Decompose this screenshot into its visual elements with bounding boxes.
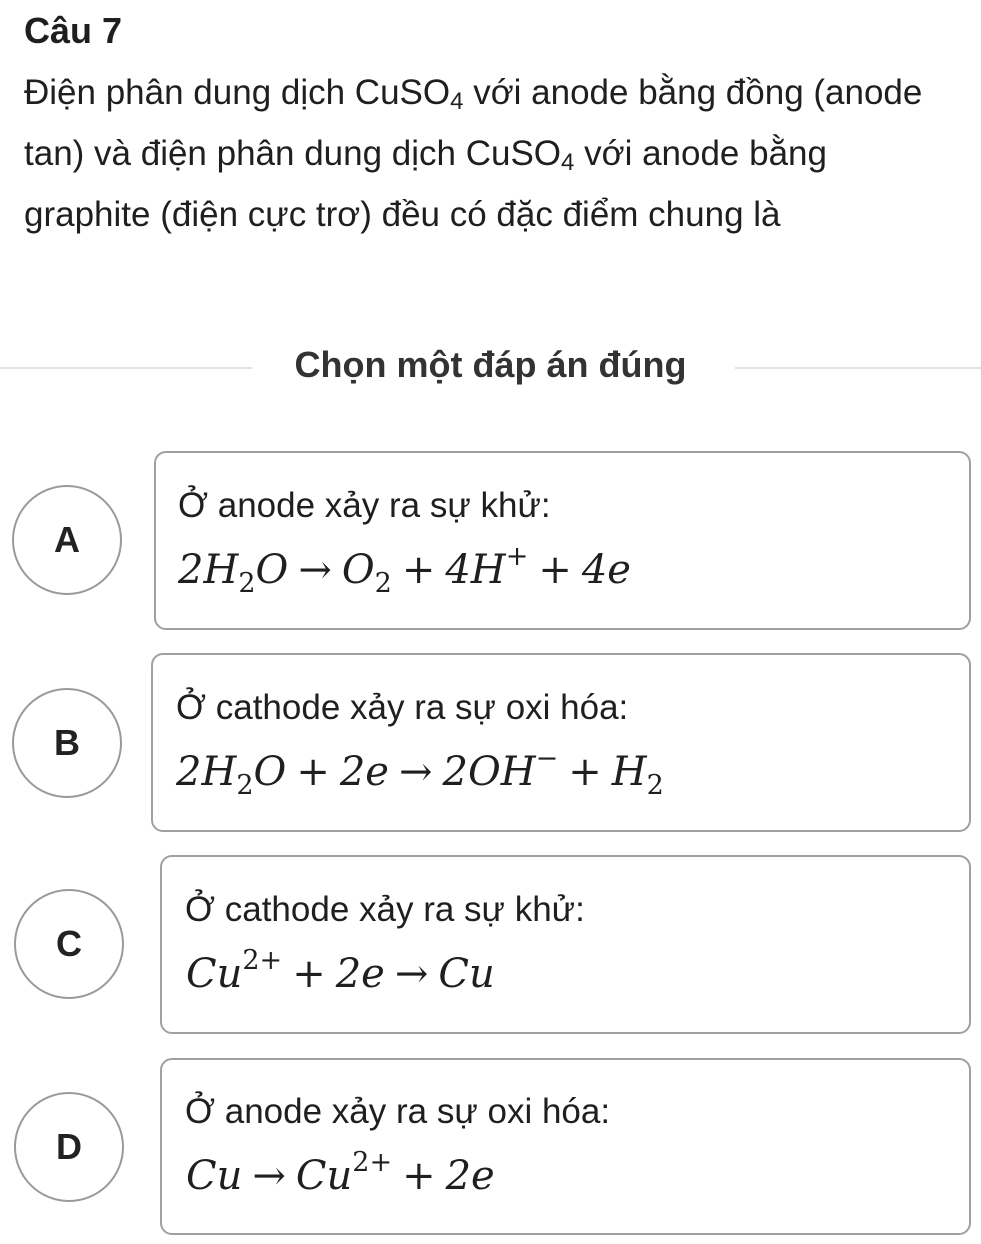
option-d-box[interactable] [160, 1058, 971, 1235]
option-d-label: Ở anode xảy ra sự oxi hóa: [185, 1092, 611, 1131]
question-text-part1: Điện phân dung dịch CuSO [24, 73, 451, 112]
option-a-formula: $2H_2O \to O_2 + 4H^+ + 4e$ [178, 541, 631, 599]
option-b-box[interactable] [151, 653, 971, 832]
question-sub1: 4 [450, 88, 464, 115]
option-c-label: Ở cathode xảy ra sự khử: [185, 890, 585, 929]
question-text-part2: với anode bằng đồng (anode tan) và điện phân dung dịch CuSO [24, 73, 923, 173]
question-title: Câu 7 [24, 10, 123, 51]
option-a-label: Ở anode xảy ra sự khử: [178, 486, 551, 525]
question-text-part3: với anode bằng graphite (điện cực trơ) đều có đặc điểm chung là [24, 134, 827, 234]
option-b-label: Ở cathode xảy ra sự oxi hóa: [176, 688, 629, 727]
option-a-letter-circle[interactable]: A [12, 485, 122, 595]
option-b-letter-circle[interactable]: B [12, 688, 122, 798]
choose-one-label: Chọn một đáp án đúng [294, 344, 687, 385]
question-sub2: 4 [561, 149, 575, 176]
option-a-box[interactable] [154, 451, 971, 630]
divider-line-right [735, 367, 981, 369]
option-b-formula: $2H_2O + 2e \to 2OH^- + H_2$ [176, 743, 664, 801]
option-c-letter-circle[interactable]: C [14, 889, 124, 999]
option-d-letter-circle[interactable]: D [14, 1092, 124, 1202]
option-c-formula: $Cu^{2+} + 2e \to Cu$ [186, 945, 495, 997]
question-text [24, 62, 959, 245]
option-d-formula: $Cu \to Cu^{2+} + 2e$ [186, 1147, 495, 1199]
